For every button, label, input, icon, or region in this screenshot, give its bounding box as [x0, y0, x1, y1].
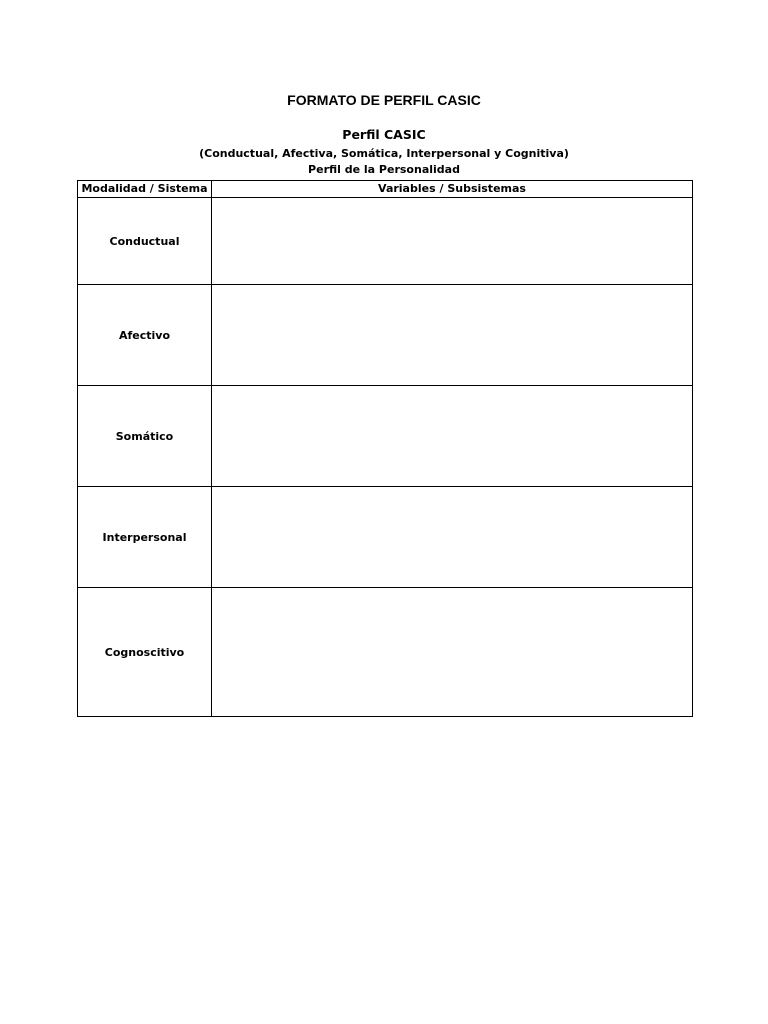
table-header-row [78, 181, 693, 198]
modality-cell: Interpersonal [78, 487, 212, 588]
variables-cell[interactable] [212, 198, 693, 285]
document-title: FORMATO DE PERFIL CASIC [287, 92, 481, 108]
header-variables: Variables / Subsistemas [212, 181, 693, 198]
table-caption: Perfil de la Personalidad [308, 163, 460, 176]
profile-description: (Conductual, Afectiva, Somática, Interpersonal y Cognitiva) [199, 147, 569, 160]
table-row [78, 198, 693, 285]
header-modality: Modalidad / Sistema [78, 181, 212, 198]
table-row [78, 487, 693, 588]
variables-cell[interactable] [212, 386, 693, 487]
modality-cell: Cognoscitivo [78, 588, 212, 717]
variables-cell[interactable] [212, 285, 693, 386]
profile-subtitle: Perfil CASIC [342, 127, 426, 142]
modality-cell: Somático [78, 386, 212, 487]
table-row [78, 285, 693, 386]
table-row [78, 386, 693, 487]
casic-profile-table [77, 180, 693, 717]
modality-cell: Conductual [78, 198, 212, 285]
modality-cell: Afectivo [78, 285, 212, 386]
variables-cell[interactable] [212, 487, 693, 588]
table-row [78, 588, 693, 717]
variables-cell[interactable] [212, 588, 693, 717]
